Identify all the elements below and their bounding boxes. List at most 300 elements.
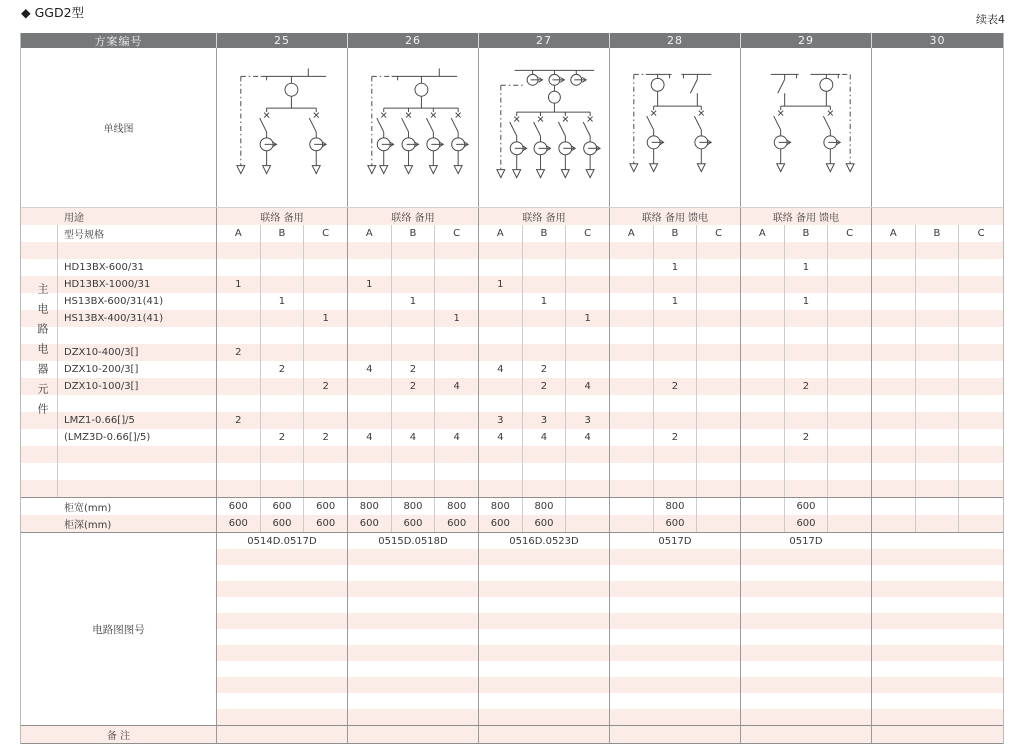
cell-28-C [697, 378, 741, 395]
cell-25-A: 2 [217, 344, 261, 361]
component-row-empty [21, 446, 1003, 463]
circuit-number-28 [610, 597, 741, 613]
cell-29-C [828, 259, 872, 276]
cell-29-C [828, 327, 872, 344]
circuit-number-29 [741, 709, 872, 725]
cell-29-A [741, 378, 785, 395]
cell-27-B: 2 [523, 378, 567, 395]
single-line-diagram-30 [872, 48, 1003, 207]
width-row-30-C [959, 498, 1003, 515]
circuit-number-28 [610, 629, 741, 645]
cell-28-A [610, 378, 654, 395]
cell-25-C [304, 463, 348, 480]
cell-27-C [566, 344, 610, 361]
cell-25-C [304, 276, 348, 293]
cell-25-C [304, 344, 348, 361]
cell-26-B: 4 [392, 429, 436, 446]
cell-26-C [435, 463, 479, 480]
subcol-header-25-A: A [217, 225, 261, 242]
cell-25-B [261, 242, 305, 259]
component-model-label [58, 327, 217, 344]
cell-26-B [392, 446, 436, 463]
cell-26-C [435, 242, 479, 259]
cell-25-C: 2 [304, 378, 348, 395]
cell-26-A: 4 [348, 429, 392, 446]
cell-28-A [610, 293, 654, 310]
side-label-column-cell [21, 225, 58, 242]
circuit-number-27: 0516D.0523D [479, 533, 610, 549]
circuit-number-25 [217, 613, 348, 629]
width-row-26-C: 800 [435, 498, 479, 515]
cell-29-C [828, 463, 872, 480]
circuit-number-28 [610, 549, 741, 565]
cell-30-C [959, 327, 1003, 344]
depth-row-27-A: 600 [479, 515, 523, 532]
cell-25-B [261, 327, 305, 344]
cell-27-B [523, 344, 567, 361]
depth-row-25-A: 600 [217, 515, 261, 532]
cell-25-C [304, 412, 348, 429]
circuit-number-25 [217, 629, 348, 645]
cell-26-B [392, 463, 436, 480]
component-model-label [58, 395, 217, 412]
cell-27-B [523, 242, 567, 259]
cell-26-A [348, 480, 392, 497]
cell-29-C [828, 361, 872, 378]
cell-27-B [523, 259, 567, 276]
cell-30-C [959, 480, 1003, 497]
cell-25-B [261, 310, 305, 327]
circuit-number-29: 0517D [741, 533, 872, 549]
cell-25-B: 2 [261, 361, 305, 378]
cell-29-A [741, 429, 785, 446]
cell-28-B [654, 412, 698, 429]
width-row-30-B [916, 498, 960, 515]
circuit-number-27 [479, 693, 610, 709]
cell-29-B [785, 344, 829, 361]
cell-30-C [959, 293, 1003, 310]
subcol-header-30-C: C [977, 228, 985, 239]
cell-30-C [959, 463, 1003, 480]
circuit-number-26 [348, 565, 479, 581]
cell-30-A [872, 395, 916, 412]
circuit-number-27 [479, 613, 610, 629]
width-row-27-B: 800 [523, 498, 567, 515]
cell-28-A [610, 344, 654, 361]
circuit-number-29 [741, 565, 872, 581]
circuit-number-30 [872, 533, 1003, 549]
single-line-diagram-27 [479, 48, 610, 207]
cell-27-C [566, 361, 610, 378]
cell-25-A [217, 446, 261, 463]
component-model-label: HS13BX-600/31(41) [58, 293, 217, 310]
width-row-27-A: 800 [479, 498, 523, 515]
cell-27-C: 3 [566, 412, 610, 429]
cell-28-C [697, 344, 741, 361]
circuit-number-30 [872, 581, 1003, 597]
cell-29-B [785, 242, 829, 259]
component-model-label [58, 480, 217, 497]
cell-26-A [348, 242, 392, 259]
page-title [21, 3, 84, 21]
cell-25-A [217, 480, 261, 497]
header-scheme-30: 30 [872, 33, 1003, 48]
cell-30-C [959, 429, 1003, 446]
cell-25-A [217, 378, 261, 395]
circuit-number-26: 0515D.0518D [348, 533, 479, 549]
cell-25-B [261, 463, 305, 480]
cell-30-A [872, 327, 916, 344]
remarks-26 [348, 726, 479, 743]
cell-30-A [872, 463, 916, 480]
component-model-label: HD13BX-600/31 [58, 259, 217, 276]
component-row-empty [21, 327, 1003, 344]
circuit-number-28 [610, 613, 741, 629]
side-label-column-cell [21, 463, 58, 480]
cell-29-C [828, 276, 872, 293]
cell-28-A [610, 480, 654, 497]
header-scheme-28: 28 [610, 33, 741, 48]
circuit-number-30 [872, 597, 1003, 613]
circuit-number-empty-row [217, 645, 1003, 661]
cell-27-A [479, 310, 523, 327]
subcol-header-27-A: A [479, 225, 523, 242]
circuit-number-26 [348, 645, 479, 661]
circuit-number-25 [217, 549, 348, 565]
cell-25-B [261, 259, 305, 276]
circuit-number-26 [348, 661, 479, 677]
cell-25-C [304, 327, 348, 344]
cell-25-A [217, 463, 261, 480]
cell-27-A [479, 344, 523, 361]
circuit-number-30 [872, 661, 1003, 677]
cell-29-C [828, 429, 872, 446]
cell-29-B: 1 [785, 293, 829, 310]
circuit-number-28 [610, 645, 741, 661]
cell-30-B [916, 480, 960, 497]
cell-26-C: 1 [435, 310, 479, 327]
circuit-number-30 [872, 693, 1003, 709]
cell-26-B [392, 310, 436, 327]
circuit-number-29 [741, 645, 872, 661]
cell-26-A: 4 [348, 361, 392, 378]
cell-27-A [479, 480, 523, 497]
component-row-empty [21, 480, 1003, 497]
cell-29-B: 2 [785, 378, 829, 395]
cell-29-A [741, 480, 785, 497]
cell-28-B [654, 310, 698, 327]
cell-30-B [916, 463, 960, 480]
cell-30-A [872, 429, 916, 446]
cell-27-C [566, 259, 610, 276]
cell-29-B [785, 361, 829, 378]
depth-row-30-C [959, 515, 1003, 532]
cell-26-A [348, 463, 392, 480]
width-row-26-B: 800 [392, 498, 436, 515]
component-model-label: DZX10-200/3[] [58, 361, 217, 378]
subcol-header-25-C: C [304, 225, 348, 242]
component-row [21, 259, 1003, 276]
cell-27-B [523, 276, 567, 293]
spec-label: 型号规格 [58, 225, 217, 242]
cell-25-A [217, 429, 261, 446]
cell-26-B [392, 242, 436, 259]
circuit-number-empty-row [217, 693, 1003, 709]
cell-30-A [872, 361, 916, 378]
cell-28-A [610, 259, 654, 276]
subcol-header-26-B: B [392, 225, 436, 242]
cell-25-A [217, 242, 261, 259]
circuit-number-28 [610, 677, 741, 693]
single-line-diagram-row [21, 48, 1003, 207]
cell-28-A [610, 395, 654, 412]
cell-27-B [523, 310, 567, 327]
cell-27-B [523, 446, 567, 463]
cell-28-C [697, 242, 741, 259]
cell-29-A [741, 412, 785, 429]
cell-28-C [697, 293, 741, 310]
cell-30-B [916, 293, 960, 310]
cell-26-C: 4 [435, 378, 479, 395]
cell-28-A [610, 310, 654, 327]
circuit-number-26 [348, 597, 479, 613]
cell-29-A [741, 276, 785, 293]
cell-29-A [741, 310, 785, 327]
cell-28-B [654, 242, 698, 259]
cell-28-B: 1 [654, 293, 698, 310]
cell-28-C [697, 276, 741, 293]
cell-30-A [872, 378, 916, 395]
subcol-header-30-A: A [872, 225, 916, 242]
width-row-26-A: 800 [348, 498, 392, 515]
cell-27-A [479, 259, 523, 276]
single-line-diagram-28 [610, 48, 741, 207]
cell-30-A [872, 276, 916, 293]
cell-25-A [217, 293, 261, 310]
cell-30-C [959, 310, 1003, 327]
cell-27-C [566, 327, 610, 344]
remarks-25 [217, 726, 348, 743]
cell-26-C [435, 327, 479, 344]
cell-27-C [566, 446, 610, 463]
subcol-header-25-B: B [261, 225, 305, 242]
depth-row-29-B: 600 [785, 515, 829, 532]
depth-row-30-A [872, 515, 916, 532]
cell-27-C [566, 242, 610, 259]
subcol-header-30-B: B [916, 225, 960, 242]
circuit-number-28 [610, 693, 741, 709]
cell-28-B [654, 480, 698, 497]
width-row [21, 497, 1003, 515]
circuit-number-27 [479, 661, 610, 677]
cell-30-B [916, 412, 960, 429]
cell-25-B [261, 446, 305, 463]
scheme-table-body [21, 33, 1003, 744]
component-row [21, 276, 1003, 293]
component-row [21, 293, 1003, 310]
cell-28-C [697, 429, 741, 446]
cell-26-C [435, 259, 479, 276]
cell-26-A [348, 293, 392, 310]
cell-26-B [392, 276, 436, 293]
cell-30-A [872, 259, 916, 276]
cell-27-A [479, 327, 523, 344]
circuit-number-29 [741, 613, 872, 629]
circuit-number-29 [741, 597, 872, 613]
cell-28-B: 2 [654, 378, 698, 395]
width-row-30-A [872, 498, 916, 515]
cell-25-C: 2 [304, 429, 348, 446]
depth-row-25-B: 600 [261, 515, 305, 532]
cell-26-B [392, 395, 436, 412]
width-row-25-B: 600 [261, 498, 305, 515]
cell-29-A [741, 344, 785, 361]
cell-29-C [828, 480, 872, 497]
cell-27-C [566, 276, 610, 293]
cell-27-B [523, 463, 567, 480]
cell-28-C [697, 463, 741, 480]
cell-26-C [435, 293, 479, 310]
cell-25-A [217, 259, 261, 276]
cell-30-C [959, 276, 1003, 293]
cell-26-C [435, 395, 479, 412]
cell-29-C [828, 446, 872, 463]
cell-28-A [610, 242, 654, 259]
header-scheme-25: 25 [217, 33, 348, 48]
cell-28-A [610, 429, 654, 446]
circuit-number-values-row [217, 533, 1003, 549]
remarks-27 [479, 726, 610, 743]
cell-25-A [217, 395, 261, 412]
cell-29-A [741, 361, 785, 378]
component-row-empty [21, 242, 1003, 259]
cell-26-C [435, 446, 479, 463]
circuit-number-27 [479, 677, 610, 693]
depth-row [21, 515, 1003, 533]
page-title-text: GGD2型 [34, 5, 85, 20]
header-scheme-26: 26 [348, 33, 479, 48]
cell-30-C [959, 361, 1003, 378]
cell-25-B: 2 [261, 429, 305, 446]
side-label-column-cell [21, 242, 58, 259]
cell-29-A [741, 242, 785, 259]
cell-28-B [654, 327, 698, 344]
remarks-label: 备 注 [21, 726, 217, 743]
cell-29-A [741, 446, 785, 463]
cell-25-C: 1 [304, 310, 348, 327]
cell-29-A [741, 395, 785, 412]
subcol-header-26-A: A [348, 225, 392, 242]
cell-25-B [261, 344, 305, 361]
cell-29-B [785, 395, 829, 412]
circuit-number-27 [479, 645, 610, 661]
cell-29-A [741, 259, 785, 276]
circuit-number-empty-row [217, 629, 1003, 645]
remarks-28 [610, 726, 741, 743]
single-line-diagram-29 [741, 48, 872, 207]
cell-29-C [828, 378, 872, 395]
circuit-number-29 [741, 581, 872, 597]
circuit-number-29 [741, 693, 872, 709]
cell-26-C: 4 [435, 429, 479, 446]
component-row [21, 310, 1003, 327]
header-scheme-29: 29 [741, 33, 872, 48]
side-label-column-cell [21, 446, 58, 463]
circuit-number-25 [217, 709, 348, 725]
circuit-number-26 [348, 613, 479, 629]
circuit-number-empty-row [217, 565, 1003, 581]
cell-30-B [916, 429, 960, 446]
circuit-number-30 [872, 613, 1003, 629]
cell-25-B [261, 480, 305, 497]
cell-26-A [348, 259, 392, 276]
component-row [21, 344, 1003, 361]
cell-27-A: 4 [479, 361, 523, 378]
cell-28-B [654, 446, 698, 463]
cell-27-C: 4 [566, 378, 610, 395]
cell-26-B [392, 259, 436, 276]
circuit-number-27 [479, 565, 610, 581]
usage-29: 联络 备用 馈电 [741, 208, 872, 225]
circuit-number-27 [479, 629, 610, 645]
cell-26-C [435, 276, 479, 293]
circuit-number-28 [610, 581, 741, 597]
cell-28-A [610, 446, 654, 463]
cell-30-C [959, 446, 1003, 463]
cell-25-A: 1 [217, 276, 261, 293]
cell-26-B: 1 [392, 293, 436, 310]
cell-25-A [217, 361, 261, 378]
cell-27-B [523, 395, 567, 412]
component-model-label: HD13BX-1000/31 [58, 276, 217, 293]
circuit-number-empty-row [217, 661, 1003, 677]
remarks-30 [872, 726, 1003, 743]
side-vertical-label: 主电路电器元件 [36, 283, 49, 423]
cell-28-C [697, 259, 741, 276]
cell-28-C [697, 446, 741, 463]
scheme-table [20, 33, 1004, 744]
remarks-row [21, 725, 1003, 744]
cell-28-C [697, 480, 741, 497]
circuit-number-29 [741, 677, 872, 693]
component-row [21, 378, 1003, 395]
component-row-empty [21, 395, 1003, 412]
width-row-28-A [610, 498, 654, 515]
cell-29-B [785, 446, 829, 463]
width-row-28-C [697, 498, 741, 515]
width-row-29-C [828, 498, 872, 515]
cell-25-C [304, 446, 348, 463]
cell-30-B [916, 378, 960, 395]
circuit-number-25 [217, 597, 348, 613]
cell-30-A [872, 344, 916, 361]
circuit-number-25 [217, 693, 348, 709]
circuit-number-28 [610, 709, 741, 725]
subcol-header-29-B: B [785, 225, 829, 242]
depth-row-29-A [741, 515, 785, 532]
circuit-number-26 [348, 629, 479, 645]
circuit-number-28 [610, 661, 741, 677]
cell-27-A: 3 [479, 412, 523, 429]
circuit-number-26 [348, 549, 479, 565]
cell-28-A [610, 327, 654, 344]
cell-30-C [959, 412, 1003, 429]
cell-30-B [916, 446, 960, 463]
cell-27-B [523, 480, 567, 497]
component-row-empty [21, 463, 1003, 480]
cell-26-C [435, 361, 479, 378]
cell-27-B: 4 [523, 429, 567, 446]
